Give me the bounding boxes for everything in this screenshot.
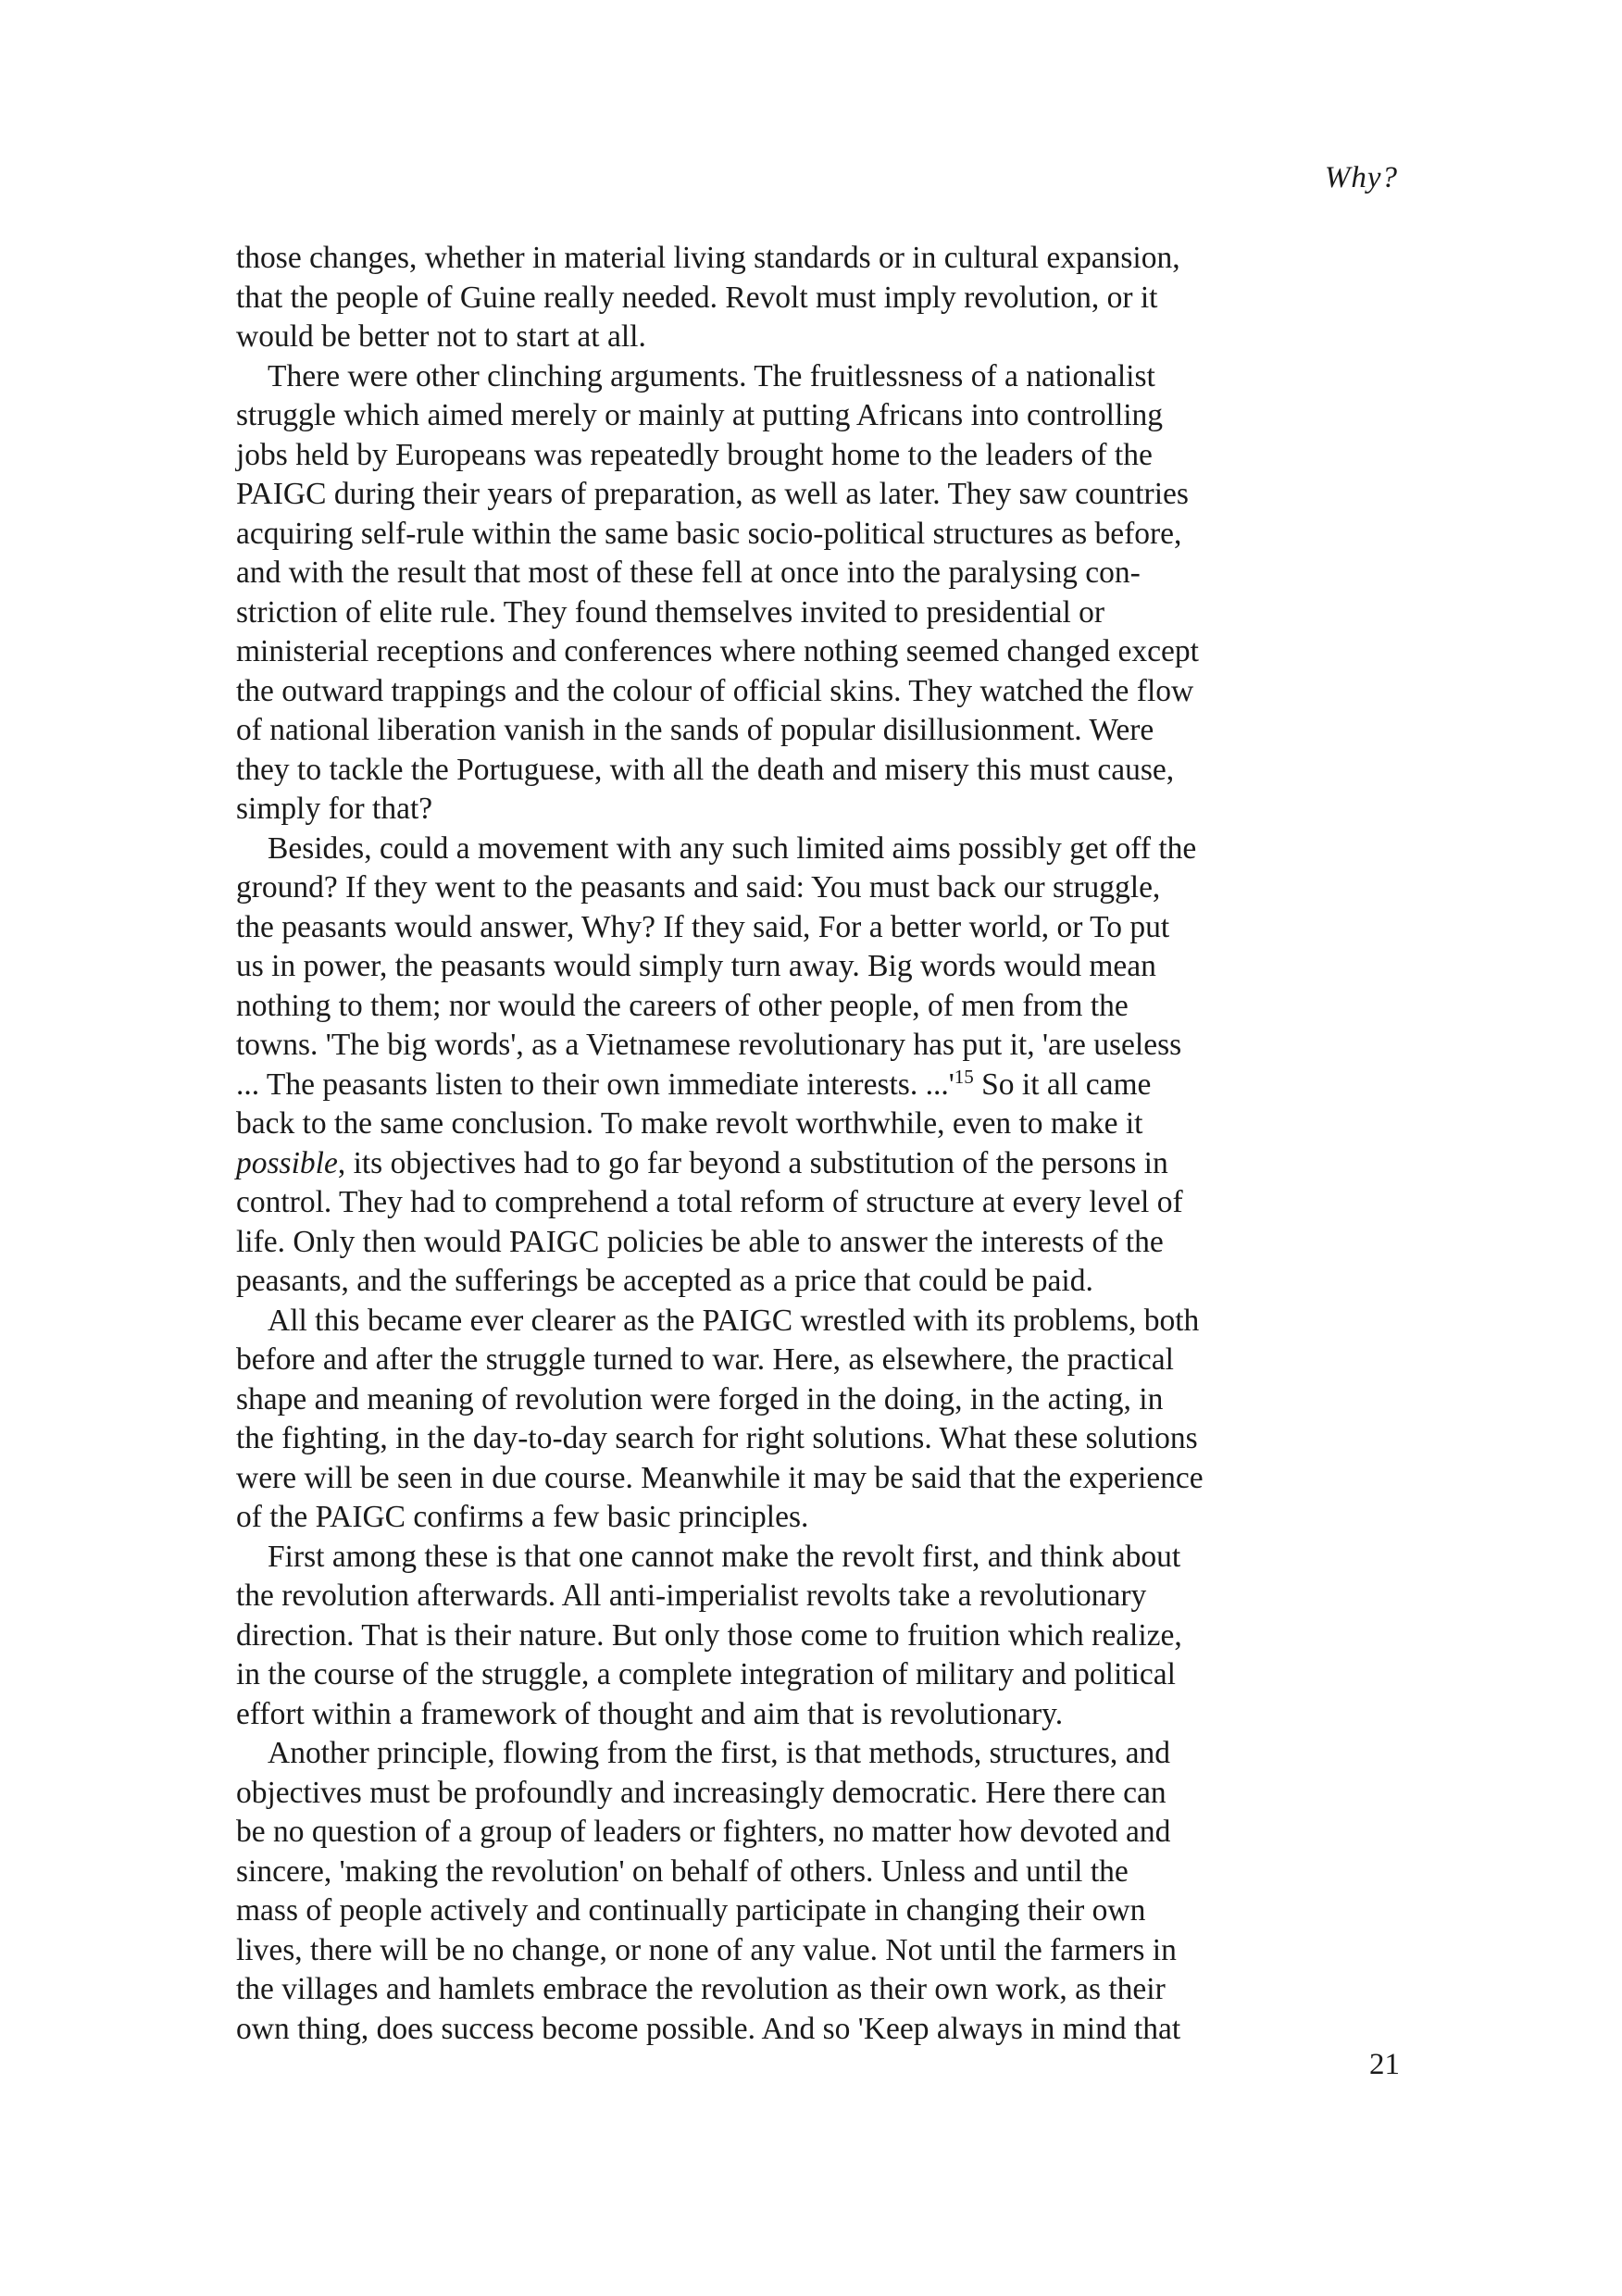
text-line: of the PAIGC confirms a few basic principles.	[236, 1500, 809, 1534]
text-line: lives, there will be no change, or none of any value. Not until the farmers in	[236, 1932, 1177, 1967]
text-line: mass of people actively and continually participate in changing their own	[236, 1893, 1146, 1928]
text-line: jobs held by Europeans was repeatedly brought home to the leaders of the	[236, 437, 1153, 472]
footnote-reference: 15	[954, 1065, 974, 1088]
emphasis-possible: possible	[236, 1145, 338, 1180]
text-line: that the people of Guine really needed. Revolt must imply revolution, or it	[236, 280, 1158, 315]
text-line: Besides, could a movement with any such limited aims possibly get off the	[268, 830, 1197, 866]
text-line: objectives must be profoundly and increasingly democratic. Here there can	[236, 1775, 1167, 1810]
text-line-with-emphasis	[236, 1144, 1393, 1184]
paragraph-2	[236, 357, 1393, 830]
running-head: Why?	[1324, 161, 1398, 194]
text-line: and with the result that most of these fell at once into the paralysing con-	[236, 555, 1141, 590]
text-segment: ... The peasants listen to their own immediate interests. ...'	[236, 1067, 954, 1102]
text-line: the outward trappings and the colour of official skins. They watched the flow	[236, 673, 1194, 708]
paragraph-6	[236, 1734, 1393, 2049]
paragraph-3	[236, 830, 1393, 1302]
text-line: peasants, and the sufferings be accepted as a price that could be paid.	[236, 1264, 1093, 1298]
text-line: were will be seen in due course. Meanwhile it may be said that the experience	[236, 1460, 1204, 1495]
paragraph-5	[236, 1538, 1393, 1735]
text-line: PAIGC during their years of preparation, as well as later. They saw countries	[236, 477, 1189, 511]
text-line: nothing to them; nor would the careers of other people, of men from the	[236, 988, 1129, 1023]
text-line: the revolution afterwards. All anti-imperialist revolts take a revolutionary	[236, 1578, 1147, 1613]
page-number: 21	[1369, 2048, 1400, 2081]
paragraph-1	[236, 239, 1393, 357]
text-line: simply for that?	[236, 792, 433, 826]
body-text	[236, 239, 1393, 2049]
text-line: towns. 'The big words', as a Vietnamese revolutionary has put it, 'are useless	[236, 1028, 1182, 1062]
paragraph-4	[236, 1302, 1393, 1538]
text-line: they to tackle the Portuguese, with all the death and misery this must cause,	[236, 752, 1175, 787]
text-line: ground? If they went to the peasants and said: You must back our struggle,	[236, 870, 1161, 905]
text-line: before and after the struggle turned to war. Here, as elsewhere, the practical	[236, 1342, 1174, 1377]
text-segment: So it all came	[973, 1067, 1152, 1102]
text-line: There were other clinching arguments. The fruitlessness of a nationalist	[268, 358, 1155, 393]
text-line: us in power, the peasants would simply turn away. Big words would mean	[236, 949, 1156, 983]
text-line: life. Only then would PAIGC policies be able to answer the interests of the	[236, 1224, 1164, 1259]
text-line: be no question of a group of leaders or fighters, no matter how devoted and	[236, 1815, 1171, 1849]
text-line-with-footnote	[236, 1066, 1393, 1105]
text-line: acquiring self-rule within the same basic socio-political structures as before,	[236, 516, 1182, 551]
text-line: own thing, does success become possible. And so 'Keep always in mind that	[236, 2011, 1181, 2046]
text-line: would be better not to start at all.	[236, 319, 646, 354]
text-line: those changes, whether in material living standards or in cultural expansion,	[236, 241, 1180, 275]
text-line: struggle which aimed merely or mainly at putting Africans into controlling	[236, 398, 1164, 432]
text-line: Another principle, flowing from the first, is that methods, structures, and	[268, 1736, 1171, 1770]
text-line: the villages and hamlets embrace the revolution as their own work, as their	[236, 1972, 1166, 2006]
text-line: control. They had to comprehend a total reform of structure at every level of	[236, 1185, 1183, 1219]
text-line: of national liberation vanish in the sands of popular disillusionment. Were	[236, 713, 1154, 747]
text-line: First among these is that one cannot make the revolt first, and think about	[268, 1539, 1181, 1574]
text-line: direction. That is their nature. But only those come to fruition which realize,	[236, 1617, 1182, 1653]
text-line: shape and meaning of revolution were forged in the doing, in the acting, in	[236, 1381, 1164, 1416]
text-line: back to the same conclusion. To make revolt worthwhile, even to make it	[236, 1106, 1143, 1141]
text-line: sincere, 'making the revolution' on behalf of others. Unless and until the	[236, 1853, 1129, 1889]
text-line: ministerial receptions and conferences where nothing seemed changed except	[236, 634, 1199, 668]
text-line: striction of elite rule. They found themselves invited to presidential or	[236, 594, 1105, 630]
text-segment: , its objectives had to go far beyond a substitution of the persons in	[337, 1145, 1168, 1180]
text-line: in the course of the struggle, a complete integration of military and political	[236, 1657, 1176, 1691]
text-line: the peasants would answer, Why? If they said, For a better world, or To put	[236, 909, 1170, 944]
text-line: effort within a framework of thought and aim that is revolutionary.	[236, 1696, 1064, 1731]
text-line: the fighting, in the day-to-day search for right solutions. What these solutions	[236, 1421, 1198, 1455]
text-line: All this became ever clearer as the PAIGC wrestled with its problems, both	[268, 1303, 1200, 1338]
